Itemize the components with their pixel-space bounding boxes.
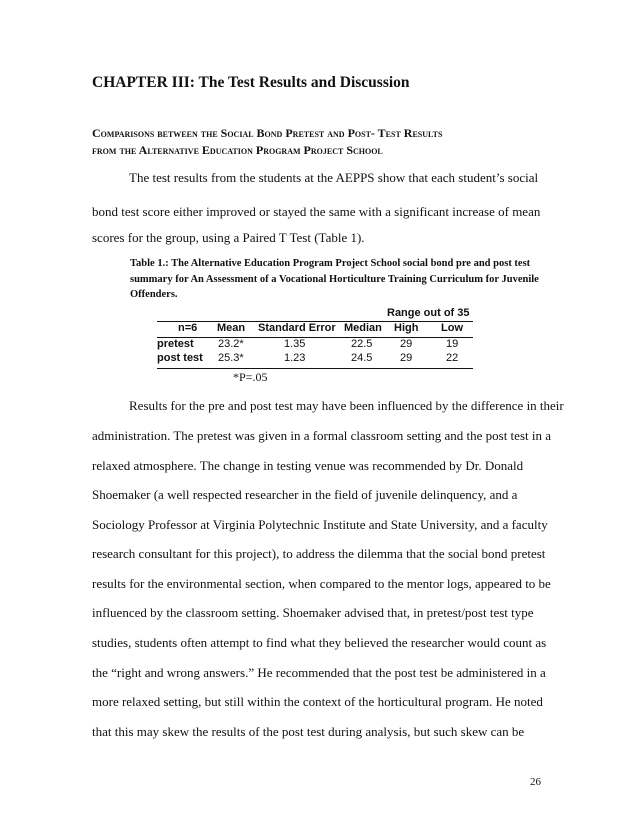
- discussion-line: Sociology Professor at Virginia Polytechnic Institute and State University, and a faculty: [92, 517, 548, 532]
- column-header: n=6: [178, 322, 198, 334]
- table-cell: 23.2*: [218, 338, 244, 350]
- bottom-rule: [157, 368, 473, 369]
- column-header: Standard Error: [258, 322, 336, 334]
- row-label: post test: [157, 352, 203, 364]
- table-cell: 29: [400, 352, 413, 364]
- table-row: [157, 352, 473, 366]
- discussion-line: research consultant for this project), to address the dilemma that the social bond pretest: [92, 546, 546, 561]
- column-header: High: [394, 322, 419, 334]
- discussion-line: administration. The pretest was given in a formal classroom setting and the post test in a: [92, 428, 551, 443]
- chapter-title: CHAPTER III: The Test Results and Discussion: [92, 74, 410, 91]
- intro-line: The test results from the students at the AEPPS show that each student’s social: [129, 170, 539, 185]
- table-cell: 24.5: [351, 352, 373, 364]
- table-cell: 25.3*: [218, 352, 244, 364]
- intro-line: bond test score either improved or stayed the same with a significant increase of mean: [92, 204, 541, 219]
- table-row: [157, 338, 473, 352]
- section-heading-line-1: Comparisons between the Social Bond Pretest and Post- Test Results: [92, 126, 443, 140]
- discussion-line: Results for the pre and post test may have been influenced by the difference in their: [129, 398, 564, 413]
- column-header: Low: [441, 322, 463, 334]
- results-table: [157, 307, 473, 369]
- table-cell: 1.23: [284, 352, 306, 364]
- page-number: 26: [530, 776, 541, 788]
- row-label: pretest: [157, 338, 194, 350]
- discussion-line: influenced by the classroom setting. Shoemaker advised that, in pretest/post test type: [92, 605, 534, 620]
- table-cell: 22: [446, 352, 459, 364]
- range-header-row: [157, 307, 473, 321]
- section-heading: [92, 125, 442, 159]
- discussion-line: that this may skew the results of the post test during analysis, but such skew can be: [92, 724, 525, 739]
- table-cell: 22.5: [351, 338, 373, 350]
- discussion-line: relaxed atmosphere. The change in testing venue was recommended by Dr. Donald: [92, 458, 524, 473]
- intro-line: scores for the group, using a Paired T Test (Table 1).: [92, 230, 365, 245]
- column-header-row: [157, 322, 473, 338]
- range-label: Range out of 35: [387, 307, 470, 319]
- table-footnote: *P=.05: [233, 370, 268, 384]
- discussion-line: Shoemaker (a well respected researcher in the field of juvenile delinquency, and a: [92, 487, 518, 502]
- table-cell: 29: [400, 338, 413, 350]
- table-cell: 19: [446, 338, 459, 350]
- column-header: Median: [344, 322, 382, 334]
- table-cell: 1.35: [284, 338, 306, 350]
- section-heading-line-2: from the Alternative Education Program Project School: [92, 143, 383, 157]
- table-caption: Table 1.: The Alternative Education Program Project School social bond pre and post test summary for An Assessment of a Vocational Horticulture Training Curriculum for Juvenile Offenders.: [130, 258, 539, 300]
- discussion-line: more relaxed setting, but still within the context of the horticultural program. He noted: [92, 694, 543, 709]
- discussion-line: the “right and wrong answers.” He recommended that the post test be administered in a: [92, 665, 546, 680]
- discussion-line: studies, students often attempt to find what they believed the researcher would count as: [92, 635, 547, 650]
- column-header: Mean: [217, 322, 246, 334]
- discussion-line: results for the environmental section, when compared to the mentor logs, appeared to be: [92, 576, 551, 591]
